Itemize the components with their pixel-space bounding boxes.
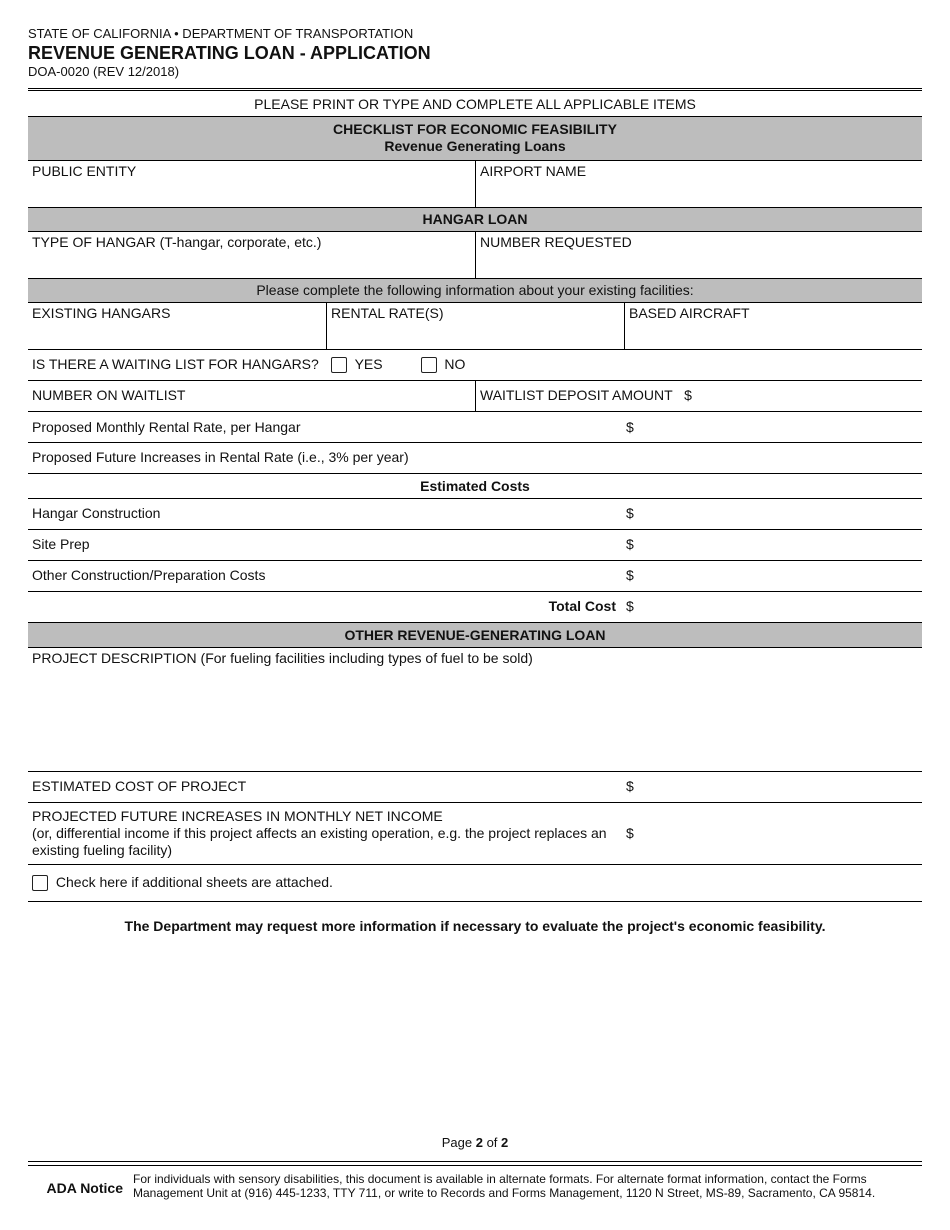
entity-row <box>28 161 922 208</box>
form-header <box>28 26 431 80</box>
instructions-row <box>28 91 922 117</box>
waiting-list-no-checkbox[interactable] <box>421 357 437 373</box>
estimated-costs-title: Estimated Costs <box>420 478 530 494</box>
existing-facilities-text: Please complete the following information about your existing facilities: <box>256 282 694 298</box>
total-cost-label: Total Cost <box>548 598 616 614</box>
form-number: DOA-0020 (REV 12/2018) <box>28 64 180 79</box>
waitlist-deposit-label: WAITLIST DEPOSIT AMOUNT $ <box>480 387 692 403</box>
rental-rates-field[interactable] <box>326 303 624 349</box>
estimated-cost-row[interactable] <box>28 772 922 803</box>
site-prep-label: Site Prep <box>32 536 90 552</box>
hangar-construction-dollar: $ <box>626 505 634 521</box>
other-costs-label: Other Construction/Preparation Costs <box>32 567 266 583</box>
page-of: of <box>486 1135 498 1150</box>
existing-facilities-banner <box>28 279 922 303</box>
existing-hangars-field[interactable] <box>28 303 326 349</box>
rental-rates-label: RENTAL RATE(S) <box>331 305 444 321</box>
page-number <box>0 1135 950 1150</box>
other-revenue-title: OTHER REVENUE-GENERATING LOAN <box>344 627 606 643</box>
proposed-rate-dollar: $ <box>626 419 634 435</box>
based-aircraft-label: BASED AIRCRAFT <box>629 305 750 321</box>
additional-sheets-label: Check here if additional sheets are attached. <box>55 874 333 890</box>
hangar-loan-banner <box>28 208 922 232</box>
waiting-list-no-label: NO <box>444 356 466 372</box>
hangar-type-label: TYPE OF HANGAR (T-hangar, corporate, etc.) <box>32 234 322 250</box>
public-entity-label: PUBLIC ENTITY <box>32 163 137 179</box>
waitlist-deposit-field[interactable] <box>475 381 922 411</box>
hangar-construction-label: Hangar Construction <box>32 505 161 521</box>
waiting-list-question: IS THERE A WAITING LIST FOR HANGARS? <box>32 356 319 372</box>
hangar-loan-title: HANGAR LOAN <box>422 211 528 227</box>
other-costs-dollar: $ <box>626 567 634 583</box>
airport-name-label: AIRPORT NAME <box>480 163 587 179</box>
estimated-costs-header <box>28 474 922 499</box>
future-increases-row[interactable] <box>28 443 922 474</box>
project-description-field[interactable] <box>28 648 922 772</box>
checklist-title: CHECKLIST FOR ECONOMIC FEASIBILITY <box>333 121 617 137</box>
project-description-label: PROJECT DESCRIPTION (For fueling facilities including types of fuel to be sold) <box>32 650 533 666</box>
ada-footer <box>28 1161 922 1200</box>
site-prep-row[interactable] <box>28 530 922 561</box>
total-cost-row[interactable] <box>28 592 922 623</box>
proposed-rate-row[interactable] <box>28 412 922 443</box>
site-prep-dollar: $ <box>626 536 634 552</box>
estimated-cost-label: ESTIMATED COST OF PROJECT <box>32 778 247 794</box>
projected-income-title: PROJECTED FUTURE INCREASES IN MONTHLY NET INCOME <box>32 808 443 824</box>
based-aircraft-field[interactable] <box>624 303 922 349</box>
waiting-list-yes-checkbox[interactable] <box>331 357 347 373</box>
additional-sheets-row <box>28 865 922 902</box>
projected-income-row[interactable] <box>28 803 922 865</box>
public-entity-field[interactable] <box>28 161 475 207</box>
future-increases-label: Proposed Future Increases in Rental Rate (i.e., 3% per year) <box>32 449 409 465</box>
airport-name-field[interactable] <box>475 161 922 207</box>
projected-income-note: (or, differential income if this project affects an existing operation, e.g. the project replaces an existing fueling facility) <box>32 825 607 858</box>
existing-hangars-label: EXISTING HANGARS <box>32 305 171 321</box>
page-prefix: Page <box>441 1135 473 1150</box>
agency-name: STATE OF CALIFORNIA • DEPARTMENT OF TRANSPORTATION <box>28 26 414 41</box>
additional-sheets-checkbox[interactable] <box>32 875 48 891</box>
number-on-waitlist-field[interactable] <box>28 381 475 411</box>
number-requested-field[interactable] <box>475 232 922 278</box>
number-on-waitlist-label: NUMBER ON WAITLIST <box>32 387 186 403</box>
checklist-banner <box>28 117 922 161</box>
proposed-rate-label: Proposed Monthly Rental Rate, per Hangar <box>32 419 301 435</box>
page-total: 2 <box>501 1135 509 1150</box>
estimated-cost-dollar: $ <box>626 778 634 794</box>
waiting-list-row <box>28 350 922 381</box>
number-requested-label: NUMBER REQUESTED <box>480 234 632 250</box>
hangar-type-field[interactable] <box>28 232 475 278</box>
hangar-type-row <box>28 232 922 279</box>
ada-notice-text: For individuals with sensory disabilities, this document is available in alternate formats. For alternate format information, contact the Forms Management Unit at (916) 445-1233, TTY 711, or write to Records and Forms Management, 1120 N Street, MS-89, Sacramento, CA 95814. <box>133 1172 876 1200</box>
department-notice: The Department may request more information if necessary to evaluate the project's economic feasibility. <box>124 918 826 934</box>
waiting-list-yes-label: YES <box>354 356 383 372</box>
instructions-text: PLEASE PRINT OR TYPE AND COMPLETE ALL APPLICABLE ITEMS <box>254 96 696 112</box>
checklist-subtitle: Revenue Generating Loans <box>384 138 566 154</box>
projected-income-dollar: $ <box>626 825 634 841</box>
form-title: REVENUE GENERATING LOAN - APPLICATION <box>28 43 431 63</box>
application-form <box>28 88 922 902</box>
other-costs-row[interactable] <box>28 561 922 592</box>
ada-notice-label: ADA Notice <box>46 1180 123 1196</box>
total-cost-dollar: $ <box>626 598 634 614</box>
page-current: 2 <box>475 1135 483 1150</box>
waitlist-row <box>28 381 922 412</box>
other-revenue-banner <box>28 623 922 648</box>
hangar-construction-row[interactable] <box>28 499 922 530</box>
existing-facilities-row <box>28 303 922 350</box>
